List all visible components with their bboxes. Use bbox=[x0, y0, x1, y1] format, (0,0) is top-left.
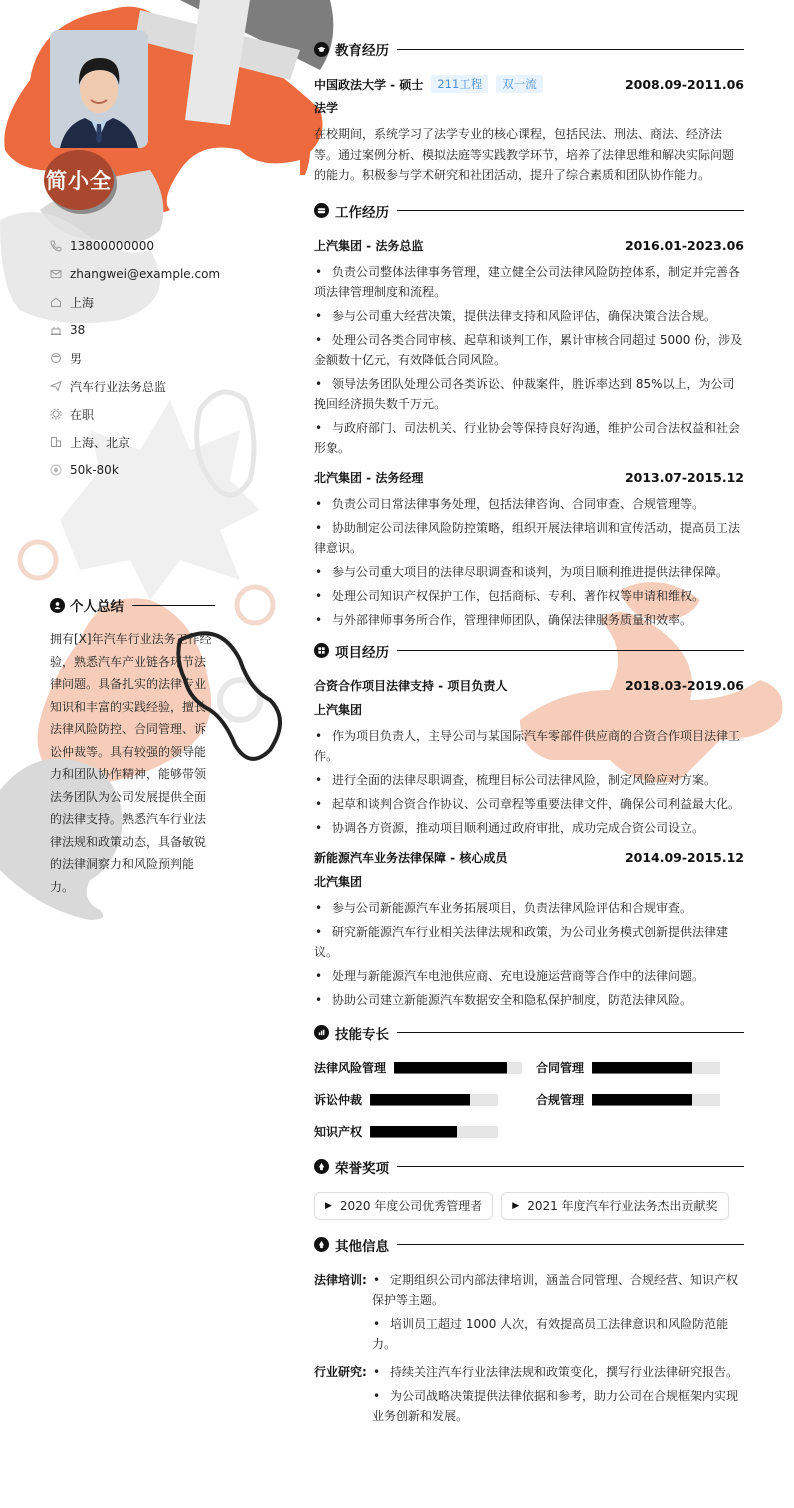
skill-item bbox=[536, 1058, 736, 1078]
bullet: • 起草和谈判合资合作协议、公司章程等重要法律文件，确保公司利益最大化。 bbox=[314, 794, 744, 814]
skill-item bbox=[314, 1058, 536, 1078]
project-title: 合资合作项目法律支持 - 项目负责人 bbox=[314, 679, 508, 693]
bullet: • 培训员工超过 1000 人次，有效提高员工法律意识和风险防范能力。 bbox=[372, 1314, 744, 1354]
info-text: 汽车行业法务总监 bbox=[70, 379, 167, 394]
bullet: • 负责公司整体法律事务管理，建立健全公司法律风险防控体系，制定并完善各项法律管理制度和流程。 bbox=[314, 262, 744, 302]
info-text: 50k-80k bbox=[70, 463, 119, 477]
job-period: 2016.01-2023.06 bbox=[624, 238, 744, 253]
skill-bar bbox=[592, 1062, 720, 1074]
summary-text: 拥有[X]年汽车行业法务工作经验，熟悉汽车产业链各环节法律问题。具备扎实的法律专业知识和丰富的实践经验，擅长法律风险防控、合同管理、诉讼仲裁等。具有较强的领导能力和团队协作精神，能够带领法务团队为公司发展提供全面的法律支持。熟悉汽车行业法律法规和政策动态，具备敏锐的法律洞察力和风险预判能力。 bbox=[50, 632, 212, 894]
briefcase-icon bbox=[314, 203, 329, 218]
awards-list bbox=[314, 1192, 744, 1220]
summary-heading bbox=[50, 595, 215, 615]
award-icon bbox=[314, 1159, 329, 1174]
bullet: • 参与公司重大项目的法律尽职调查和谈判，为项目顺利推进提供法律保障。 bbox=[314, 562, 744, 582]
tag-badge: 双一流 bbox=[496, 75, 543, 93]
skills-heading bbox=[314, 1022, 744, 1044]
award-text: 2020 年度公司优秀管理者 bbox=[339, 1199, 483, 1213]
bullet: • 负责公司日常法律事务处理，包括法律咨询、合同审查、合规管理等。 bbox=[314, 494, 744, 514]
bullet: • 协调各方资源，推动项目顺利通过政府审批，成功完成合资公司设立。 bbox=[314, 818, 744, 838]
skill-bar-fill bbox=[592, 1094, 692, 1106]
user-icon bbox=[50, 598, 65, 613]
other-label: 行业研究: bbox=[314, 1364, 367, 1379]
education-row bbox=[314, 74, 744, 94]
project-bullets bbox=[314, 726, 744, 838]
section-title: 工作经历 bbox=[335, 204, 389, 221]
info-text: 上海、北京 bbox=[70, 435, 131, 450]
skill-label: 诉讼仲裁 bbox=[314, 1093, 363, 1107]
skill-bar-fill bbox=[370, 1094, 470, 1106]
bullet: • 定期组织公司内部法律培训，涵盖合同管理、合规经营、知识产权保护等主题。 bbox=[372, 1270, 744, 1310]
award-item bbox=[314, 1192, 493, 1220]
project-period: 2018.03-2019.06 bbox=[624, 678, 744, 693]
award-item bbox=[501, 1192, 728, 1220]
info-text: 上海 bbox=[70, 295, 95, 310]
bullet: • 进行全面的法律尽职调查，梳理目标公司法律风险，制定风险应对方案。 bbox=[314, 770, 744, 790]
job-period: 2013.07-2015.12 bbox=[624, 470, 744, 485]
personal-info-list bbox=[50, 232, 220, 484]
info-text: 在职 bbox=[70, 407, 95, 422]
job-title: 北汽集团 - 法务经理 bbox=[314, 471, 424, 485]
bullet: • 处理公司知识产权保护工作，包括商标、专利、著作权等申请和维权。 bbox=[314, 586, 744, 606]
project-company: 北汽集团 bbox=[314, 874, 363, 889]
other-group bbox=[314, 1362, 744, 1430]
bullet: • 持续关注汽车行业法律法规和政策变化，撰写行业法律研究报告。 bbox=[372, 1362, 744, 1382]
skills-section bbox=[314, 1022, 744, 1142]
awards-section bbox=[314, 1156, 744, 1220]
info-email bbox=[50, 260, 220, 288]
other-label: 法律培训: bbox=[314, 1272, 367, 1287]
play-triangle-icon: ▶ bbox=[325, 1200, 332, 1211]
section-title: 技能专长 bbox=[335, 1026, 389, 1043]
work-item bbox=[314, 236, 744, 458]
info-text: 38 bbox=[70, 323, 86, 337]
project-item bbox=[314, 848, 744, 1010]
section-title: 教育经历 bbox=[335, 43, 389, 59]
skill-bar bbox=[394, 1062, 522, 1074]
mail-icon bbox=[50, 268, 62, 280]
work-item bbox=[314, 468, 744, 630]
tag-badge: 211工程 bbox=[431, 75, 488, 93]
divider bbox=[397, 210, 744, 211]
info-text: 13800000000 bbox=[70, 239, 154, 253]
other-bullets bbox=[372, 1362, 744, 1430]
divider bbox=[397, 1166, 744, 1167]
job-bullets bbox=[314, 494, 744, 630]
bullet: • 研究新能源汽车行业相关法律法规和政策，为公司业务模式创新提供法律建议。 bbox=[314, 922, 744, 962]
candidate-name: 简小全 bbox=[46, 169, 112, 193]
bullet: • 领导法务团队处理公司各类诉讼、仲裁案件，胜诉率达到 85%以上，为公司挽回经济损失数千万元。 bbox=[314, 374, 744, 414]
skill-bar bbox=[592, 1094, 720, 1106]
bullet: • 处理与新能源汽车电池供应商、充电设施运营商等合作中的法律问题。 bbox=[314, 966, 744, 986]
skill-bar bbox=[370, 1126, 498, 1138]
position-icon bbox=[50, 380, 62, 392]
work-section bbox=[314, 200, 744, 630]
gender-icon bbox=[50, 352, 62, 364]
awards-heading bbox=[314, 1156, 744, 1178]
bullet: • 参与公司新能源汽车业务拓展项目，负责法律风险评估和合规审查。 bbox=[314, 898, 744, 918]
bullet: • 与外部律师事务所合作，管理律师团队，确保法律服务质量和效率。 bbox=[314, 610, 744, 630]
major: 法学 bbox=[314, 101, 339, 115]
status-icon bbox=[50, 408, 62, 420]
divider bbox=[132, 605, 215, 606]
skill-label: 法律风险管理 bbox=[314, 1061, 387, 1075]
skill-bar-fill bbox=[370, 1126, 457, 1138]
divider bbox=[397, 49, 744, 50]
info-age bbox=[50, 316, 220, 344]
skill-label: 知识产权 bbox=[314, 1125, 363, 1139]
info-icon bbox=[314, 1237, 329, 1252]
age-icon bbox=[50, 324, 62, 336]
skill-item bbox=[536, 1090, 736, 1110]
divider bbox=[397, 650, 744, 651]
play-triangle-icon: ▶ bbox=[512, 1200, 520, 1211]
section-title: 荣誉奖项 bbox=[335, 1160, 389, 1177]
project-bullets bbox=[314, 898, 744, 1010]
salary-icon bbox=[50, 464, 62, 476]
right-column bbox=[314, 38, 744, 1440]
grid-icon bbox=[314, 643, 329, 658]
skill-label: 合同管理 bbox=[536, 1061, 585, 1075]
skills-grid bbox=[314, 1058, 744, 1142]
other-heading bbox=[314, 1234, 744, 1256]
skill-bar-fill bbox=[592, 1062, 692, 1074]
education-heading bbox=[314, 38, 744, 60]
bullet: • 作为项目负责人，主导公司与某国际汽车零部件供应商的合资合作项目法律工作。 bbox=[314, 726, 744, 766]
bullet: • 协助制定公司法律风险防控策略，组织开展法律培训和宣传活动，提高员工法律意识。 bbox=[314, 518, 744, 558]
section-title: 项目经历 bbox=[335, 644, 389, 661]
project-title: 新能源汽车业务法律保障 - 核心成员 bbox=[314, 851, 508, 865]
project-company: 上汽集团 bbox=[314, 702, 363, 717]
info-gender bbox=[50, 344, 220, 372]
skill-label: 合规管理 bbox=[536, 1093, 585, 1107]
bullet: • 协助公司建立新能源汽车数据安全和隐私保护制度，防范法律风险。 bbox=[314, 990, 744, 1010]
education-period: 2008.09-2011.06 bbox=[624, 76, 744, 92]
skill-bar-fill bbox=[394, 1062, 507, 1074]
other-group bbox=[314, 1270, 744, 1358]
info-salary bbox=[50, 456, 220, 484]
section-title: 其他信息 bbox=[335, 1238, 389, 1255]
other-section bbox=[314, 1234, 744, 1430]
bar-chart-icon bbox=[314, 1025, 329, 1040]
bullet: • 处理公司各类合同审核、起草和谈判工作，累计审核合同超过 5000 份，涉及金额数十亿元，有效降低合同风险。 bbox=[314, 330, 744, 370]
info-status bbox=[50, 400, 220, 428]
project-period: 2014.09-2015.12 bbox=[624, 850, 744, 865]
home-icon bbox=[50, 296, 62, 308]
info-position bbox=[50, 372, 220, 400]
bullet: • 参与公司重大经营决策，提供法律支持和风险评估，确保决策合法合规。 bbox=[314, 306, 744, 326]
info-text: 男 bbox=[70, 351, 83, 366]
graduation-cap-icon bbox=[314, 42, 329, 57]
skill-item bbox=[314, 1090, 536, 1110]
projects-heading bbox=[314, 640, 744, 662]
avatar-photo bbox=[50, 30, 148, 148]
education-section bbox=[314, 38, 744, 186]
education-description: 在校期间，系统学习了法学专业的核心课程，包括民法、刑法、商法、经济法等。通过案例分析、模拟法庭等实践教学环节，培养了法律思维和解决实际问题的能力。积极参与学术研究和社团活动，提升了综合素质和团队协作能力。 bbox=[314, 127, 735, 182]
divider bbox=[397, 1032, 744, 1033]
bullet: • 与政府部门、司法机关、行业协会等保持良好沟通，维护公司合法权益和社会形象。 bbox=[314, 418, 744, 458]
info-home bbox=[50, 288, 220, 316]
info-text: zhangwei@example.com bbox=[70, 267, 221, 281]
project-item bbox=[314, 676, 744, 838]
phone-icon bbox=[50, 240, 62, 252]
summary-title: 个人总结 bbox=[70, 599, 124, 615]
bullet: • 为公司战略决策提供法律依据和参考，助力公司在合规框架内实现业务创新和发展。 bbox=[372, 1386, 744, 1426]
skill-item bbox=[314, 1122, 536, 1142]
work-heading bbox=[314, 200, 744, 222]
job-title: 上汽集团 - 法务总监 bbox=[314, 239, 424, 253]
award-text: 2021 年度汽车行业法务杰出贡献奖 bbox=[527, 1199, 718, 1213]
school-degree: 中国政法大学 - 硕士 bbox=[314, 77, 424, 92]
job-bullets bbox=[314, 262, 744, 458]
name-badge bbox=[44, 150, 114, 210]
info-phone bbox=[50, 232, 220, 260]
city-icon bbox=[50, 436, 62, 448]
other-bullets bbox=[372, 1270, 744, 1358]
divider bbox=[397, 1244, 744, 1245]
skill-bar bbox=[370, 1094, 498, 1106]
info-city bbox=[50, 428, 220, 456]
projects-section bbox=[314, 640, 744, 1010]
